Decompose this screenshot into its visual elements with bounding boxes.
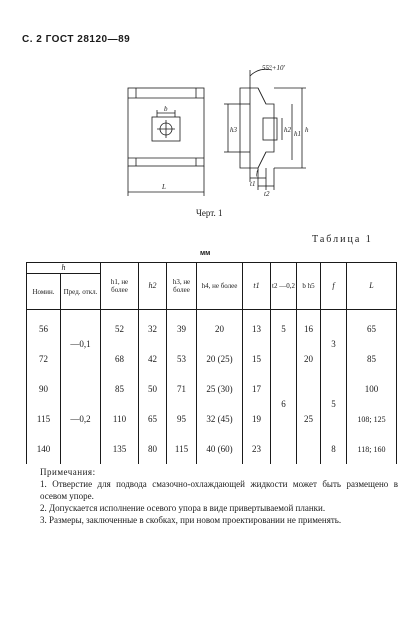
cell-h3: 115 [167, 434, 197, 464]
cell-nominal: 56 [27, 310, 61, 345]
cell-h2: 42 [139, 344, 167, 374]
header-f: f [321, 263, 347, 310]
header-h: h [27, 263, 101, 274]
label-h3: h3 [230, 126, 237, 134]
cell-h4: 25 (30) [197, 374, 243, 404]
cell-b: 20 [297, 344, 321, 374]
label-h2: h2 [284, 126, 291, 134]
cell-t2: 6 [271, 344, 297, 464]
cell-b: 16 [297, 310, 321, 345]
cell-h3: 95 [167, 404, 197, 434]
cell-f: 5 [321, 374, 347, 434]
label-angle: 55°+10′ [262, 64, 286, 72]
label-h: h [305, 126, 309, 134]
header-t1: t1 [243, 263, 271, 310]
cell-h4: 20 (25) [197, 344, 243, 374]
cell-h4: 32 (45) [197, 404, 243, 434]
cell-t2: 5 [271, 310, 297, 345]
cell-L: 85 [347, 344, 397, 374]
cell-tolerance: —0,1 [61, 310, 101, 375]
technical-drawing [100, 60, 340, 207]
cell-f: 8 [321, 434, 347, 464]
cell-nominal: 90 [27, 374, 61, 404]
note-item: 1. Отверстие для подвода смазочно-охлаждающей жидкости может быть размещено в осевом упоре. [40, 479, 398, 501]
page-header: С. 2 ГОСТ 28120—89 [22, 34, 131, 45]
label-t1: t1 [250, 180, 256, 188]
cell-h2: 80 [139, 434, 167, 464]
cell-nominal: 72 [27, 344, 61, 374]
cell-t1: 23 [243, 434, 271, 464]
label-b: b [164, 105, 168, 113]
cell-b: 25 [297, 374, 321, 464]
cell-t1: 13 [243, 310, 271, 345]
cell-h1: 52 [101, 310, 139, 345]
cell-nominal: 115 [27, 404, 61, 434]
cell-L: 100 [347, 374, 397, 404]
cell-h2: 32 [139, 310, 167, 345]
header-b: b h5 [297, 263, 321, 310]
header-h1: h1, не более [101, 263, 139, 310]
header-L: L [347, 263, 397, 310]
cell-L: 108; 125 [347, 404, 397, 434]
header-h4: h4, не более [197, 263, 243, 310]
figure-caption: Черт. 1 [196, 208, 223, 218]
cell-h3: 39 [167, 310, 197, 345]
drawing-svg [100, 60, 340, 202]
cell-nominal: 140 [27, 434, 61, 464]
label-L: L [162, 183, 166, 191]
cell-L: 118; 160 [347, 434, 397, 464]
side-view-outline [240, 88, 274, 168]
note-item: 3. Размеры, заключенные в скобках, при новом проектировании не применять. [40, 515, 342, 525]
cell-h1: 85 [101, 374, 139, 404]
label-t2: t2 [264, 190, 270, 198]
header-nominal: Номин. [27, 274, 61, 310]
table-caption: Таблица 1 [312, 234, 373, 245]
table-unit: мм [200, 250, 211, 257]
cell-h4: 40 (60) [197, 434, 243, 464]
cell-h2: 65 [139, 404, 167, 434]
cell-h2: 50 [139, 374, 167, 404]
notes-heading: Примечания: [40, 467, 96, 477]
cell-h4: 20 [197, 310, 243, 345]
note-item: 2. Допускается исполнение осевого упора в виде привертываемой планки. [40, 503, 326, 513]
cell-t1: 15 [243, 344, 271, 374]
cell-h1: 135 [101, 434, 139, 464]
cell-t1: 17 [243, 374, 271, 404]
table-row [27, 310, 397, 345]
notes-section [40, 466, 398, 526]
header-t2: t2 —0,2 [271, 263, 297, 310]
label-f: f [256, 169, 258, 177]
dimensions-table [26, 262, 397, 464]
cell-tolerance: —0,2 [61, 374, 101, 464]
cell-h1: 110 [101, 404, 139, 434]
header-tolerance: Пред. откл. [61, 274, 101, 310]
table-row [27, 374, 397, 404]
label-h1: h1 [294, 130, 301, 138]
cell-h1: 68 [101, 344, 139, 374]
cell-h3: 53 [167, 344, 197, 374]
cell-h3: 71 [167, 374, 197, 404]
header-h2: h2 [139, 263, 167, 310]
cell-L: 65 [347, 310, 397, 345]
cell-f: 3 [321, 310, 347, 375]
header-h3: h3, не более [167, 263, 197, 310]
cell-t1: 19 [243, 404, 271, 434]
